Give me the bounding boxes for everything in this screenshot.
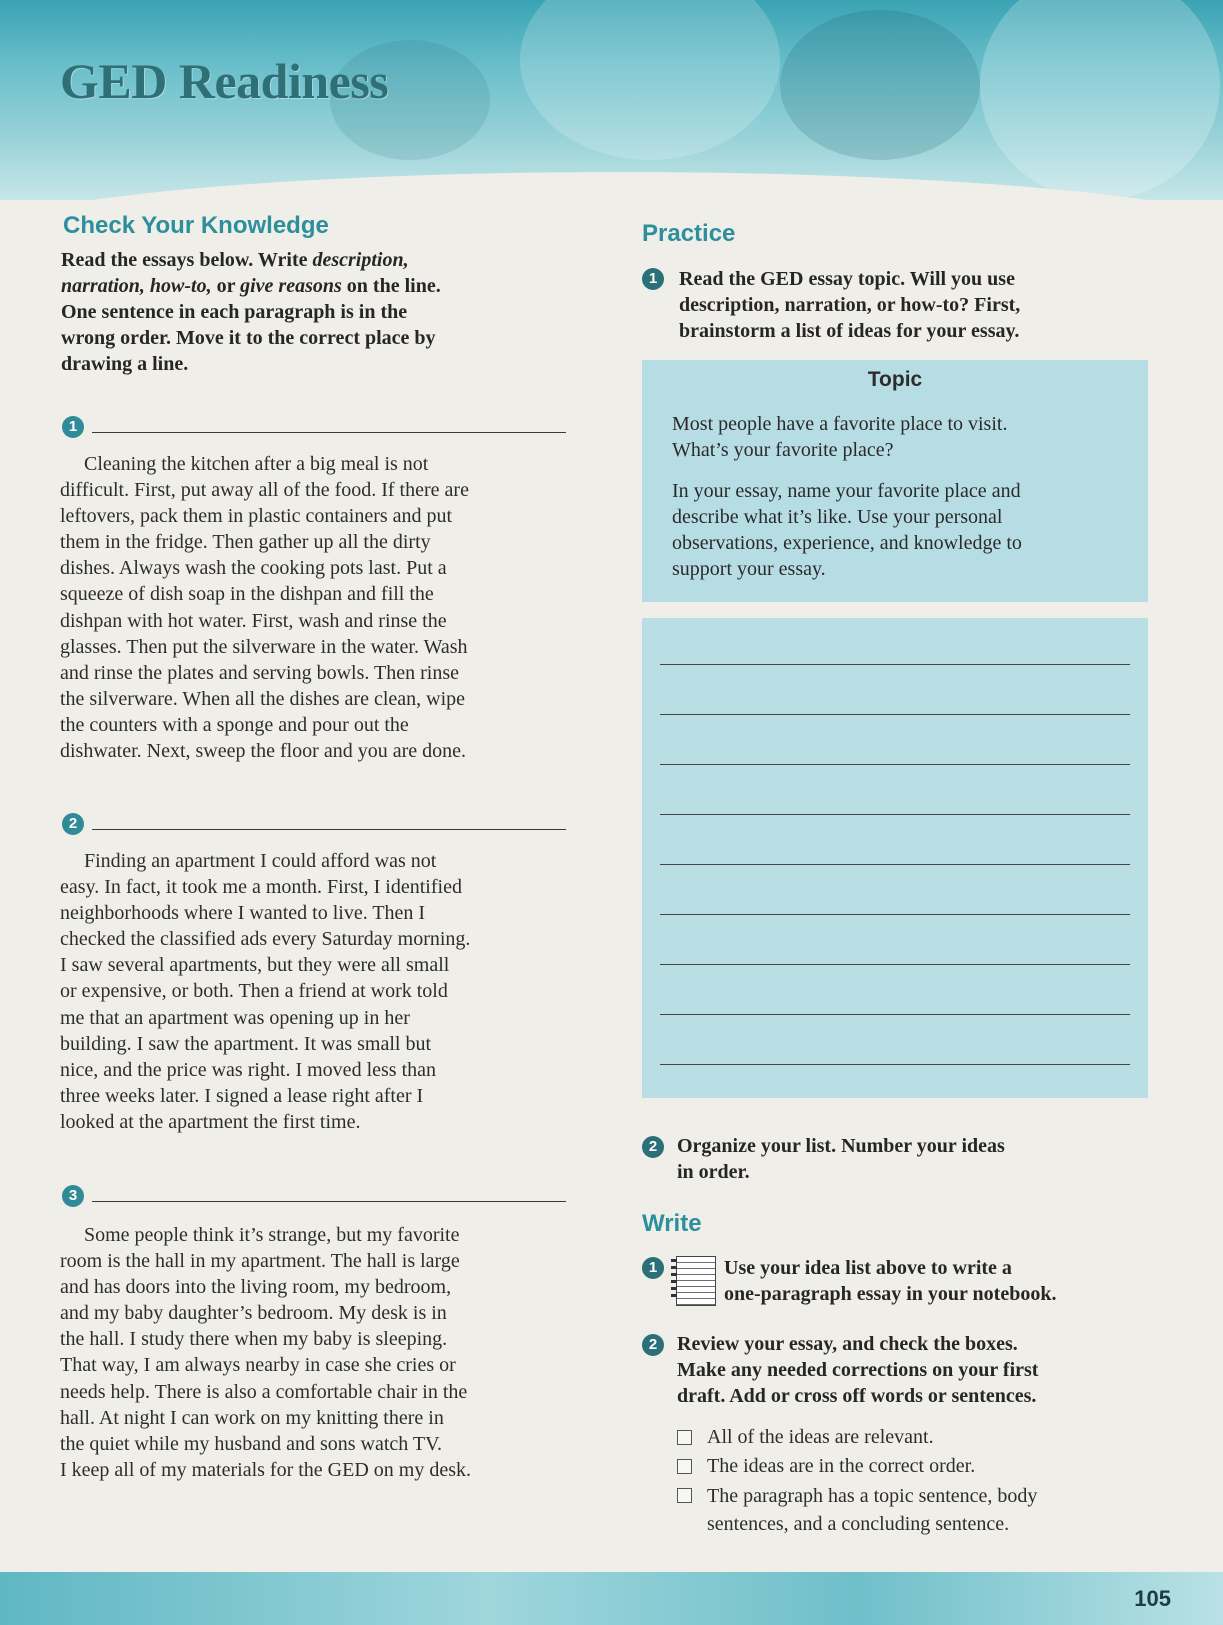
text-line: them in the fridge. Then gather up all the dirty [60, 531, 431, 554]
brainstorm-line[interactable] [660, 1014, 1130, 1015]
text-line: nice, and the price was right. I moved less than [60, 1058, 436, 1081]
text-line: In your essay, name your favorite place and [672, 480, 1021, 502]
brainstorm-line[interactable] [660, 814, 1130, 815]
text-line: One sentence in each paragraph is in the [61, 301, 408, 323]
write-step-2-text [677, 1331, 1167, 1409]
topic-title: Topic [867, 368, 923, 391]
answer-line-2[interactable] [92, 829, 566, 830]
text-line: looked at the apartment the first time. [60, 1110, 361, 1133]
text-line: in order. [677, 1161, 750, 1183]
text-line: dishwater. Next, sweep the floor and you are done. [60, 740, 466, 763]
practice-step-2-text [677, 1133, 1157, 1185]
footer-band [0, 1572, 1223, 1625]
text-line: and rinse the plates and serving bowls. Then rinse [60, 661, 459, 684]
text-line: the quiet while my husband and sons watch TV. [60, 1432, 442, 1455]
text-line: me that an apartment was opening up in her [60, 1006, 410, 1029]
text-line: Finding an apartment I could afford was not [84, 850, 437, 872]
item-number-2: 2 [62, 813, 84, 835]
text-line: drawing a line. [61, 353, 189, 375]
text-line: Use your idea list above to write a [724, 1257, 1012, 1279]
brainstorm-line[interactable] [660, 714, 1130, 715]
text-line: the counters with a sponge and pour out the [60, 713, 409, 736]
text-line: Some people think it’s strange, but my favorite [84, 1224, 460, 1246]
practice-step-1-text [679, 266, 1159, 344]
text-line: room is the hall in my apartment. The hall is large [60, 1250, 460, 1273]
page-title: GED Readiness [60, 53, 389, 109]
check-knowledge-instructions [61, 247, 571, 377]
text-line: and has doors into the living room, my bedroom, [60, 1276, 452, 1299]
checklist-checkbox-1[interactable] [677, 1430, 692, 1445]
brainstorm-line[interactable] [660, 1064, 1130, 1065]
text-line: leftovers, pack them in plastic containers and put [60, 505, 453, 528]
practice-heading: Practice [642, 220, 736, 247]
checklist-checkbox-3[interactable] [677, 1488, 692, 1503]
text-line: The paragraph has a topic sentence, body [707, 1485, 1038, 1507]
text-line: dishes. Always wash the cooking pots last. Put a [60, 557, 447, 580]
essay-paragraph-1 [60, 451, 580, 764]
text-line: All of the ideas are relevant. [707, 1426, 934, 1448]
text-line: Read the essays below. Write description, [61, 249, 409, 271]
text-line: Organize your list. Number your ideas [677, 1135, 1005, 1157]
brainstorm-line[interactable] [660, 764, 1130, 765]
brainstorm-line[interactable] [660, 864, 1130, 865]
text-line: Review your essay, and check the boxes. [677, 1333, 1018, 1355]
text-line: dishpan with hot water. First, wash and rinse the [60, 609, 447, 632]
item-number-3: 3 [62, 1185, 84, 1207]
write-step-number-1: 1 [642, 1257, 664, 1279]
text-line: the hall. I study there when my baby is sleeping. [60, 1328, 448, 1351]
checklist-item-1 [707, 1424, 1157, 1450]
text-line: Most people have a favorite place to visit. [672, 413, 1008, 435]
text-line: Read the GED essay topic. Will you use [679, 268, 1015, 290]
practice-step-number-2: 2 [642, 1136, 664, 1158]
text-line: difficult. First, put away all of the food. If there are [60, 479, 469, 502]
write-step-1-text [724, 1255, 1164, 1307]
checklist-item-2 [707, 1453, 1157, 1479]
text-line: checked the classified ads every Saturday morning. [60, 928, 471, 951]
text-line: describe what it’s like. Use your personal [672, 506, 1003, 528]
text-line: brainstorm a list of ideas for your essay. [679, 320, 1020, 342]
text-line: narration, how-to, or give reasons on the line. [61, 275, 441, 297]
text-line: I saw several apartments, but they were all small [60, 954, 450, 977]
notebook-icon [676, 1256, 716, 1306]
text-line: wrong order. Move it to the correct place by [61, 327, 436, 349]
essay-paragraph-2 [60, 848, 580, 1135]
text-line: That way, I am always nearby in case she cries or [60, 1354, 456, 1377]
brainstorm-area[interactable] [642, 618, 1148, 1098]
page-number: 105 [1134, 1586, 1171, 1611]
item-number-1: 1 [62, 416, 84, 438]
text-line: the silverware. When all the dishes are clean, wipe [60, 687, 466, 710]
text-line: description, narration, or how-to? First, [679, 294, 1021, 316]
practice-step-number-1: 1 [642, 268, 664, 290]
text-line: draft. Add or cross off words or sentences. [677, 1385, 1037, 1407]
text-line: needs help. There is also a comfortable chair in the [60, 1380, 468, 1403]
text-line: observations, experience, and knowledge to [672, 532, 1022, 554]
topic-box [642, 360, 1148, 602]
brainstorm-line[interactable] [660, 964, 1130, 965]
text-line: and my baby daughter’s bedroom. My desk is in [60, 1302, 447, 1325]
text-line: Make any needed corrections on your first [677, 1359, 1039, 1381]
text-line: hall. At night I can work on my knitting there in [60, 1406, 444, 1429]
text-line: neighborhoods where I wanted to live. Then I [60, 902, 426, 925]
text-line: glasses. Then put the silverware in the water. Wash [60, 635, 468, 658]
brainstorm-line[interactable] [660, 664, 1130, 665]
topic-prompt-1 [672, 411, 1122, 463]
essay-paragraph-3 [60, 1222, 580, 1483]
text-line: three weeks later. I signed a lease right after I [60, 1084, 424, 1107]
write-step-number-2: 2 [642, 1334, 664, 1356]
text-line: one-paragraph essay in your notebook. [724, 1283, 1057, 1305]
check-your-knowledge-heading: Check Your Knowledge [63, 212, 329, 239]
answer-line-1[interactable] [92, 432, 566, 433]
text-line: Cleaning the kitchen after a big meal is not [84, 453, 429, 475]
checklist-checkbox-2[interactable] [677, 1459, 692, 1474]
topic-prompt-2 [672, 478, 1122, 582]
text-line: What’s your favorite place? [672, 439, 894, 461]
text-line: support your essay. [672, 558, 826, 580]
checklist-item-3 [707, 1482, 1157, 1538]
write-heading: Write [642, 1210, 702, 1237]
text-line: easy. In fact, it took me a month. First, I identified [60, 876, 462, 899]
text-line: building. I saw the apartment. It was small but [60, 1032, 432, 1055]
text-line: sentences, and a concluding sentence. [707, 1513, 1010, 1535]
text-line: I keep all of my materials for the GED on my desk. [60, 1458, 471, 1481]
answer-line-3[interactable] [92, 1201, 566, 1202]
text-line: The ideas are in the correct order. [707, 1455, 976, 1477]
text-line: or expensive, or both. Then a friend at work told [60, 980, 448, 1003]
text-line: squeeze of dish soap in the dishpan and fill the [60, 583, 434, 606]
brainstorm-line[interactable] [660, 914, 1130, 915]
